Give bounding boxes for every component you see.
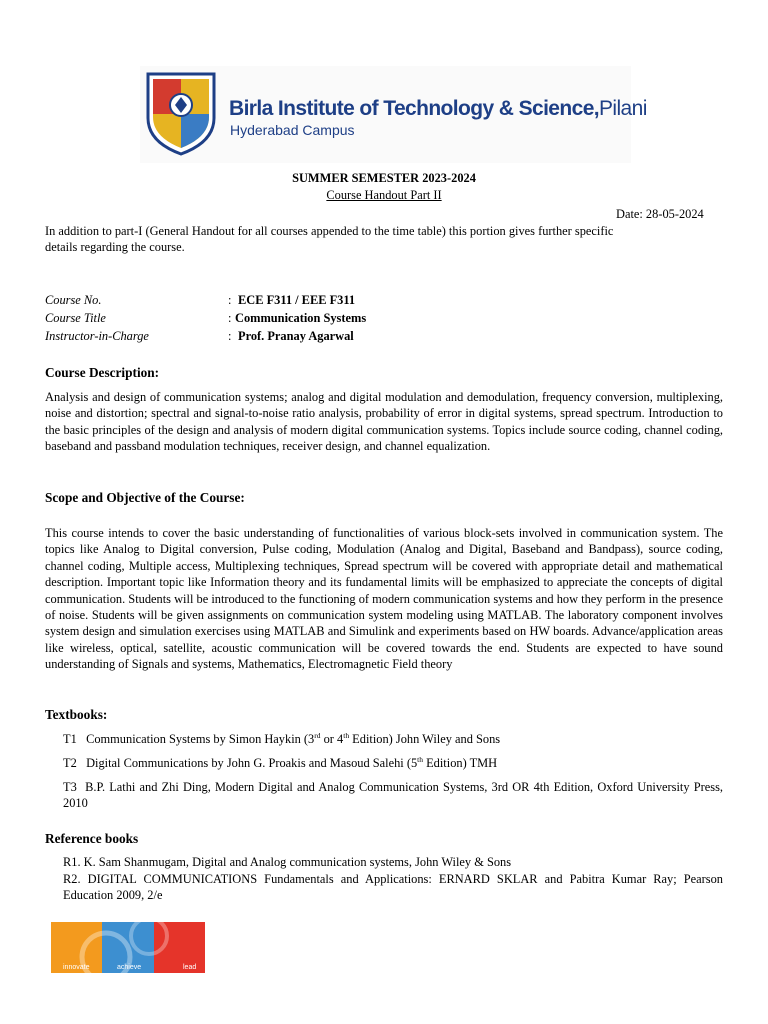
- handout-part: Course Handout Part II: [326, 188, 442, 202]
- course-title-colon: :: [228, 311, 232, 325]
- reference-r1: R1. K. Sam Shanmugam, Digital and Analog communication systems, John Wiley & Sons: [63, 855, 512, 869]
- intro-paragraph: [45, 223, 730, 256]
- textbook-t3-id: T3: [63, 780, 77, 794]
- scope-text: This course intends to cover the basic understanding of functionalities of various block-sets involved in communication system. The topics like Analog to Digital conversion, Pulse coding, Modulation (Analog and Digital, Baseband and Bandpass), source coding, channel coding, Multiple access, Multiplexing techniques, Spread spectrum will be covered with appropriate detail and mathematical description. Important topic like Information theory and its fundamental limits will be emphasized to appreciate the concepts of digital communication. Students will be introduced to the functioning of modern communication systems and how they perform in the presence of noise. Students will be given assignments on communication system modeling using MATLAB. The laboratory component involves system design and simulation exercises using MATLAB and Simulink and experiments based on HW boards. Advance/application areas like wireless, optical, satellite, acoustic communication will be covered towards the end. Students are expected to have sound understanding of Signals and systems, Mathematics, Electromagnetic Field theory: [45, 526, 723, 672]
- instructor-colon: :: [228, 329, 232, 343]
- intro-line-2: details regarding the course.: [45, 240, 185, 255]
- textbook-t1-id: T1: [63, 732, 77, 746]
- institute-city: Pilani: [599, 97, 647, 120]
- course-title-label: Course Title: [45, 311, 106, 325]
- course-no-label: Course No.: [45, 293, 102, 307]
- course-description-heading: Course Description:: [45, 365, 160, 380]
- campus-name: Hyderabad Campus: [230, 122, 355, 138]
- footer-logo: [51, 922, 205, 973]
- course-no-colon: :: [228, 293, 232, 307]
- textbook-t2-id: T2: [63, 756, 77, 770]
- textbook-t3: T3 B.P. Lathi and Zhi Ding, Modern Digital and Analog Communication Systems, 3rd OR 4th Edition, Oxford University Press, 2010: [63, 780, 723, 811]
- course-no-value: ECE F311 / EEE F311: [238, 293, 356, 307]
- course-description-text: Analysis and design of communication systems; analog and digital modulation and demodulation, frequency conversion, multiplexing, noise and distortion; spectral and signal-to-noise ratio analysis, probability of error in digital systems, spread spectrum. Introduction to the basic principles of the design and analysis of modern digital communication systems. Topics include source coding, channel coding, baseband and passband modulation techniques, receiver design, and channel equalization.: [45, 390, 723, 454]
- footer-label-lead: lead: [183, 964, 197, 971]
- semester-title: SUMMER SEMESTER 2023-2024: [292, 171, 476, 185]
- reference-heading: Reference books: [45, 831, 139, 846]
- footer-label-achieve: achieve: [117, 964, 142, 971]
- intro-line-1: In addition to part-I (General Handout for all courses appended to the time table) this portion gives further specific: [45, 224, 614, 238]
- institute-name: Birla Institute of Technology & Science,Pilani: [229, 97, 647, 120]
- instructor-value: Prof. Pranay Agarwal: [238, 329, 354, 343]
- reference-r2: R2. DIGITAL COMMUNICATIONS Fundamentals and Applications: ERNARD SKLAR and Pabitra Kumar Ray; Pearson Education 2009, 2/e: [63, 872, 723, 903]
- instructor-label: Instructor-in-Charge: [45, 329, 149, 343]
- textbook-t1: T1 Communication Systems by Simon Haykin (3rd or 4th Edition) John Wiley and Sons: [63, 730, 501, 746]
- textbook-t2: T2 Digital Communications by John G. Proakis and Masoud Salehi (5th Edition) TMH: [63, 754, 498, 770]
- textbooks-heading: Textbooks:: [45, 707, 108, 722]
- footer-label-innovate: innovate: [63, 964, 90, 971]
- handout-date: Date: 28-05-2024: [616, 207, 704, 221]
- scope-heading: Scope and Objective of the Course:: [45, 490, 245, 505]
- course-title-value: Communication Systems: [235, 311, 367, 325]
- bits-crest-icon: [144, 70, 218, 157]
